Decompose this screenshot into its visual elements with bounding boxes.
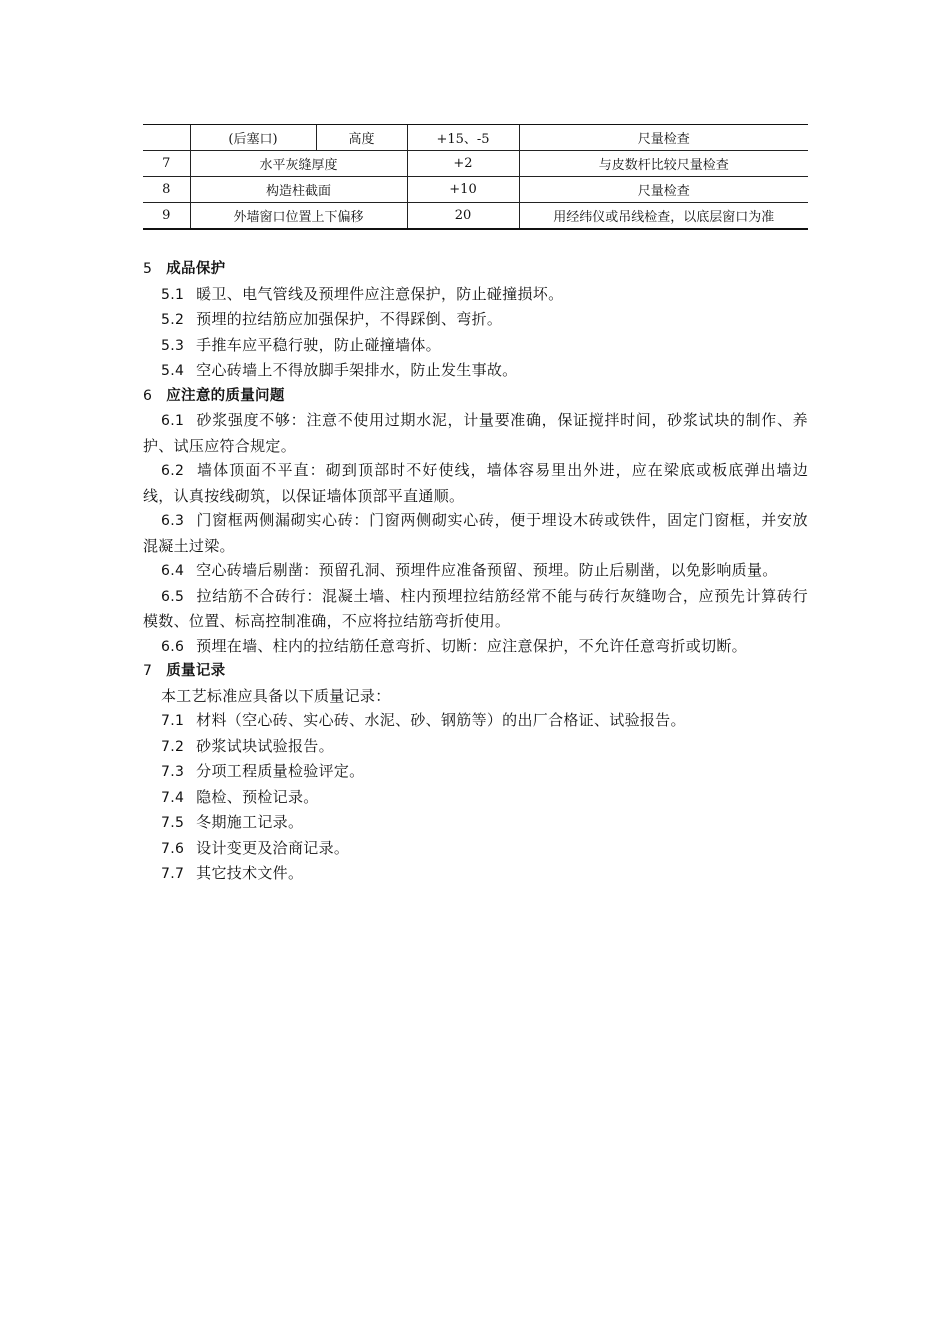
body-text <box>143 257 808 887</box>
table-row <box>143 151 808 177</box>
list-item <box>143 282 808 308</box>
item-text: 材料（空心砖、实心砖、水泥、砂、钢筋等）的出厂合格证、试验报告。 <box>196 711 686 729</box>
row-number: 7 <box>143 151 190 177</box>
item-text: 门窗框两侧漏砌实心砖：门窗两侧砌实心砖，便于埋设木砖或铁件，固定门窗框，并安放混凝土过梁。 <box>143 511 808 555</box>
section-heading <box>143 257 808 282</box>
section-number: 7 <box>143 663 153 679</box>
item-text: 其它技术文件。 <box>196 864 304 882</box>
item-number: 6.4 <box>161 563 185 579</box>
section-title: 成品保护 <box>166 261 226 277</box>
item-number: 5.4 <box>161 363 185 379</box>
item-number: 7.4 <box>161 789 185 806</box>
list-item <box>143 810 808 836</box>
section-number: 5 <box>143 261 153 277</box>
item-name: 外墙窗口位置上下偏移 <box>190 203 407 230</box>
inspection-method: 尺量检查 <box>519 125 808 151</box>
item-number: 6.5 <box>161 588 185 605</box>
inspection-method: 与皮数杆比较尺量检查 <box>519 151 808 177</box>
list-item <box>143 358 808 384</box>
item-text: 分项工程质量检验评定。 <box>196 762 365 780</box>
list-item <box>143 734 808 760</box>
item-number: 7.6 <box>161 840 185 857</box>
item-text: 冬期施工记录。 <box>196 813 304 831</box>
inspection-method: 用经纬仪或吊线检查，以底层窗口为准 <box>519 203 808 230</box>
section-title: 质量记录 <box>166 663 226 679</box>
item-name: 水平灰缝厚度 <box>190 151 407 177</box>
item-number: 5.3 <box>161 337 185 354</box>
item-text: 空心砖墙上不得放脚手架排水，防止发生事故。 <box>196 361 518 379</box>
item-text: 墙体顶面不平直：砌到顶部时不好使线，墙体容易里出外进，应在梁底或板底弹出墙边线，认真按线砌筑，以保证墙体顶部平直通顺。 <box>143 461 808 505</box>
list-item <box>143 708 808 734</box>
list-item <box>143 458 808 508</box>
table-row <box>143 177 808 203</box>
item-text: 空心砖墙后剔凿：预留孔洞、预埋件应准备预留、预埋。防止后剔凿，以免影响质量。 <box>196 561 778 579</box>
item-sub-name: 高度 <box>316 125 407 151</box>
list-item <box>143 307 808 333</box>
tolerance-value: +2 <box>407 151 519 177</box>
item-number: 7.5 <box>161 815 185 831</box>
list-item <box>143 785 808 811</box>
section-heading <box>143 659 808 684</box>
row-number <box>143 125 190 151</box>
list-item <box>143 759 808 785</box>
item-number: 6.1 <box>161 413 185 429</box>
item-text: 拉结筋不合砖行：混凝土墙、柱内预埋拉结筋经常不能与砖行灰缝吻合，应预先计算砖行模数、位置、标高控制准确，不应将拉结筋弯折使用。 <box>143 586 808 630</box>
list-item <box>143 558 808 584</box>
list-item <box>143 836 808 862</box>
tolerance-table <box>143 124 808 230</box>
tolerance-value: +10 <box>407 177 519 203</box>
list-item <box>143 861 808 887</box>
item-number: 5.1 <box>161 286 185 303</box>
item-number: 5.2 <box>161 312 185 328</box>
item-text: 设计变更及洽商记录。 <box>196 838 350 857</box>
item-number: 6.3 <box>161 513 185 529</box>
list-item <box>143 634 808 660</box>
item-sub-label: (后塞口) <box>190 125 316 151</box>
row-number: 8 <box>143 177 190 203</box>
item-text: 砂浆试块试验报告。 <box>196 736 334 755</box>
list-item <box>143 408 808 458</box>
section-title: 应注意的质量问题 <box>166 387 285 404</box>
row-number: 9 <box>143 203 190 230</box>
item-number: 6.2 <box>161 463 185 479</box>
section-intro: 本工艺标准应具备以下质量记录： <box>161 686 391 705</box>
table-row <box>143 203 808 230</box>
table-row <box>143 125 808 151</box>
item-text: 手推车应平稳行驶，防止碰撞墙体。 <box>196 335 441 354</box>
list-item <box>143 333 808 359</box>
tolerance-value: +15、-5 <box>407 125 519 151</box>
tolerance-value: 20 <box>407 203 519 230</box>
item-number: 7.2 <box>161 738 185 755</box>
item-text: 预埋在墙、柱内的拉结筋任意弯折、切断：应注意保护，不允许任意弯折或切断。 <box>196 636 747 655</box>
section-number: 6 <box>143 387 153 404</box>
item-text: 砂浆强度不够：注意不使用过期水泥，计量要准确，保证搅拌时间，砂浆试块的制作、养护、试压应符合规定。 <box>143 411 808 455</box>
item-number: 7.1 <box>161 713 185 729</box>
item-number: 6.6 <box>161 638 185 655</box>
list-item <box>143 584 808 634</box>
item-name: 构造柱截面 <box>190 177 407 203</box>
item-number: 7.3 <box>161 764 185 780</box>
item-text: 暖卫、电气管线及预埋件应注意保护，防止碰撞损坏。 <box>196 284 564 303</box>
section-heading <box>143 384 808 409</box>
item-text: 预埋的拉结筋应加强保护，不得踩倒、弯折。 <box>196 310 503 328</box>
item-text: 隐检、预检记录。 <box>196 787 319 806</box>
list-item <box>143 508 808 558</box>
inspection-method: 尺量检查 <box>519 177 808 203</box>
item-number: 7.7 <box>161 866 185 882</box>
